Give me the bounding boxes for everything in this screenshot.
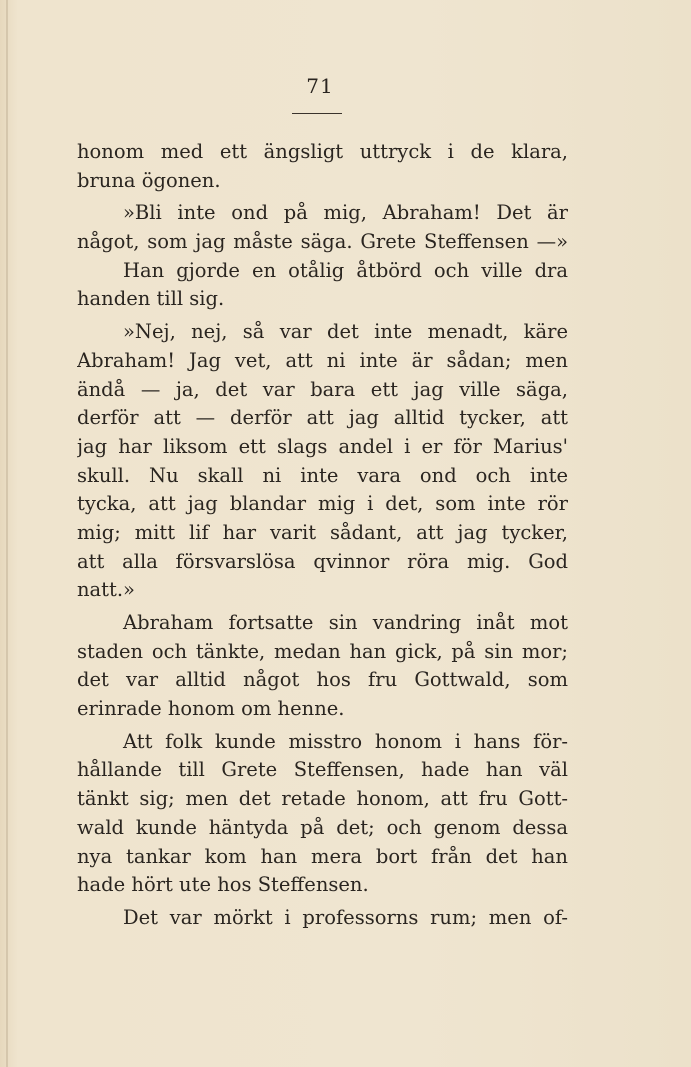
text-line: mig; mitt lif har varit sådant, att jag tycker,	[77, 520, 568, 544]
text-line: hållande till Grete Steffensen, hade han väl	[77, 758, 568, 782]
text-line: »Nej, nej, så var det inte menadt, käre	[123, 320, 568, 344]
text-line: tycka, att jag blandar mig i det, som inte rör	[77, 492, 568, 516]
page-number: 71	[306, 74, 334, 98]
text-line: det var alltid något hos fru Gottwald, som	[77, 668, 568, 692]
text-line: derför att — derför att jag alltid tycker, att	[77, 406, 568, 430]
text-line: ändå — ja, det var bara ett jag ville säga,	[77, 377, 568, 401]
text-line: tänkt sig; men det retade honom, att fru Gott-	[77, 787, 568, 811]
text-line: bruna ögonen.	[77, 168, 221, 192]
text-line: Att folk kunde misstro honom i hans för-	[123, 729, 568, 753]
text-line: skull. Nu skall ni inte vara ond och inte	[77, 463, 568, 487]
text-line: wald kunde häntyda på det; och genom dessa	[77, 815, 568, 839]
page-gutter	[6, 0, 8, 1067]
text-line: Abraham! Jag vet, att ni inte är sådan; men	[77, 348, 568, 372]
text-line: staden och tänkte, medan han gick, på sin mor;	[77, 639, 568, 663]
text-line: honom med ett ängsligt uttryck i de klara,	[77, 140, 568, 163]
text-line: erinrade honom om henne.	[77, 697, 345, 721]
text-line: natt.»	[77, 578, 135, 602]
text-line: nya tankar kom han mera bort från det han	[77, 844, 568, 868]
text-line: hade hört ute hos Steffensen.	[77, 873, 369, 897]
text-line: Det var mörkt i professorns rum; men of-	[123, 905, 568, 929]
text-line: något, som jag måste säga. Grete Steffensen —»	[77, 230, 568, 254]
text-line: Abraham fortsatte sin vandring inåt mot	[123, 611, 568, 634]
text-line: handen till sig.	[77, 287, 225, 311]
page-number-rule	[292, 113, 342, 114]
text-line: »Bli inte ond på mig, Abraham! Det är	[123, 201, 568, 225]
text-line: att alla försvarslösa qvinnor röra mig. God	[77, 549, 568, 573]
text-line: Han gjorde en otålig åtbörd och ville dra	[123, 258, 568, 282]
body-text	[77, 138, 568, 933]
text-line: jag har liksom ett slags andel i er för Marius'	[77, 434, 568, 458]
